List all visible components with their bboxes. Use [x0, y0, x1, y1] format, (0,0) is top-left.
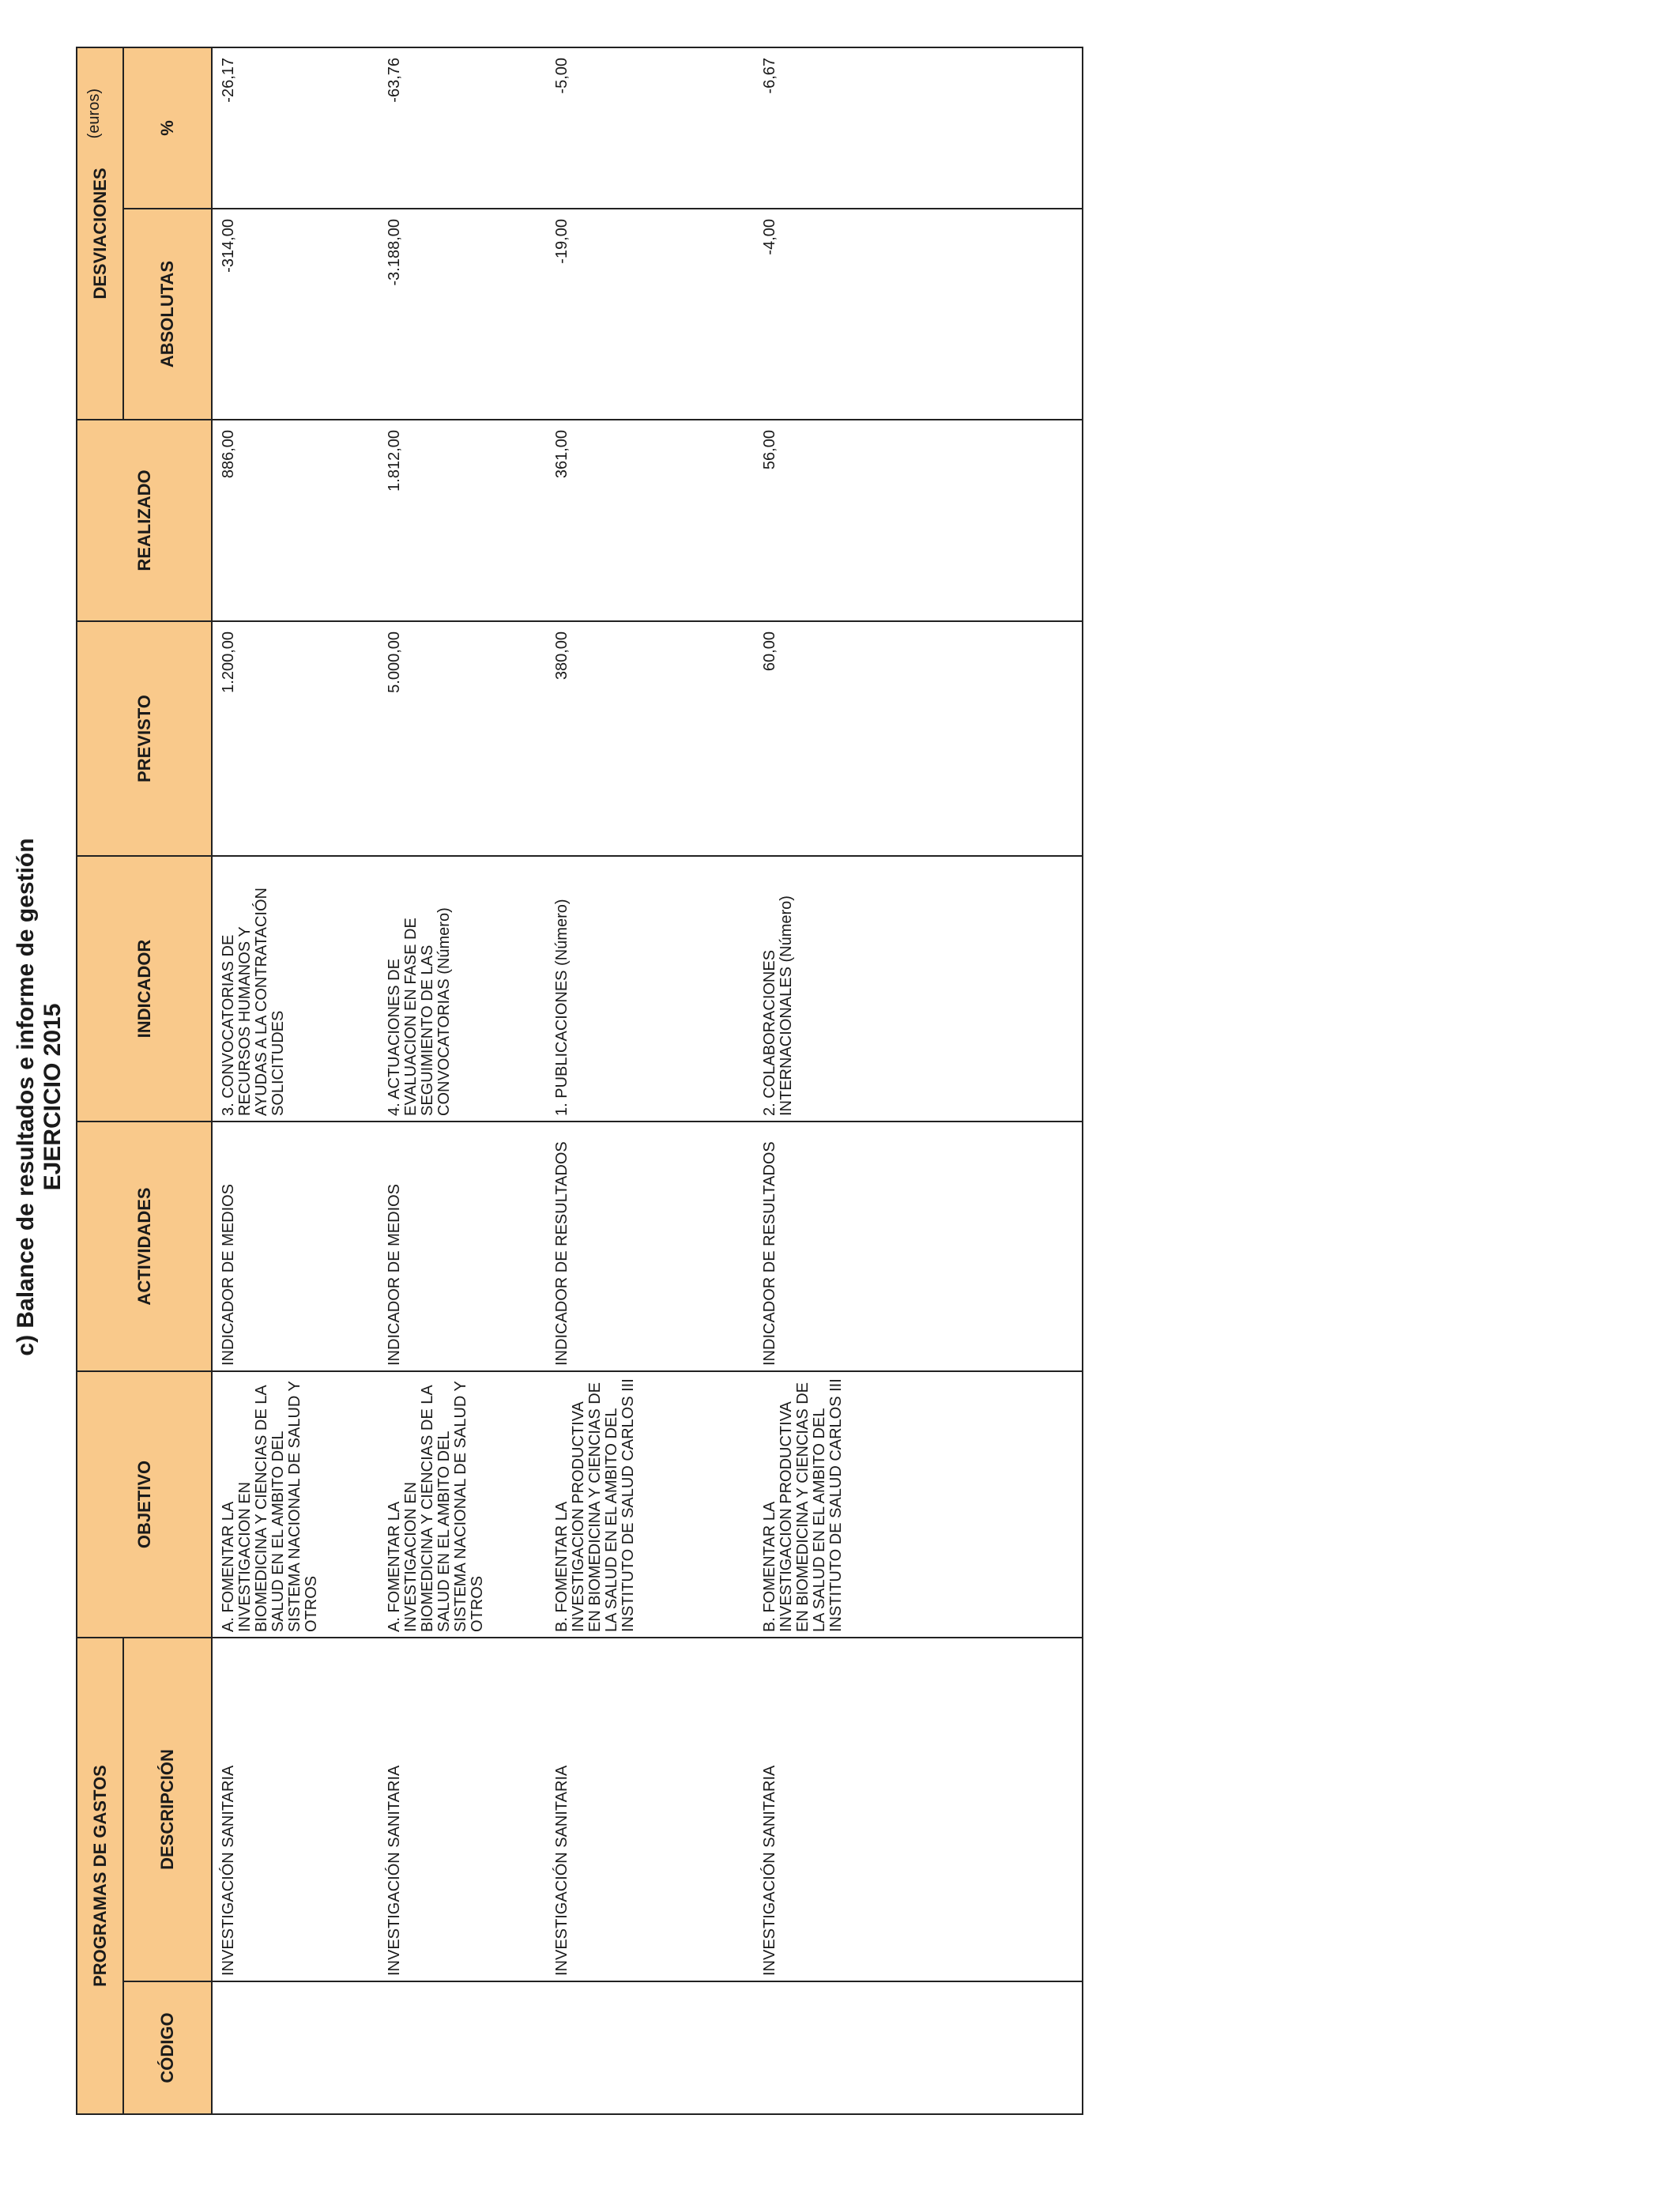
cell-codigo — [546, 1981, 754, 2114]
cell-absolutas: -314,00 — [212, 209, 379, 420]
cell-objetivo: A. FOMENTAR LA INVESTIGACION EN BIOMEDICINA Y CIENCIAS DE LA SALUD EN EL AMBITO DEL SISTEMA NACIONAL DE SALUD Y OTROS — [212, 1371, 379, 1638]
cell-objetivo: B. FOMENTAR LA INVESTIGACION PRODUCTIVA EN BIOMEDICINA Y CIENCIAS DE LA SALUD EN EL AMBITO DEL INSTITUTO DE SALUD CARLOS III — [546, 1371, 754, 1638]
cell-descripcion: INVESTIGACIÓN SANITARIA — [546, 1638, 754, 1981]
cell-realizado: 361,00 — [546, 420, 754, 621]
cell-codigo — [212, 1981, 379, 2114]
cell-porcentaje: -6,67 — [754, 47, 1083, 209]
header-porcentaje: % — [123, 47, 212, 209]
cell-realizado: 1.812,00 — [379, 420, 546, 621]
cell-absolutas: -19,00 — [546, 209, 754, 420]
cell-previsto: 1.200,00 — [212, 621, 379, 856]
header-absolutas: ABSOLUTAS — [123, 209, 212, 420]
cell-actividades: INDICADOR DE MEDIOS — [212, 1122, 379, 1371]
header-objetivo: OBJETIVO — [77, 1371, 212, 1638]
cell-objetivo: A. FOMENTAR LA INVESTIGACION EN BIOMEDICINA Y CIENCIAS DE LA SALUD EN EL AMBITO DEL SISTEMA NACIONAL DE SALUD Y OTROS — [379, 1371, 546, 1638]
cell-descripcion: INVESTIGACIÓN SANITARIA — [379, 1638, 546, 1981]
cell-realizado: 56,00 — [754, 420, 1083, 621]
cell-descripcion: INVESTIGACIÓN SANITARIA — [754, 1638, 1083, 1981]
cell-codigo — [754, 1981, 1083, 2114]
header-realizado: REALIZADO — [77, 420, 212, 621]
cell-absolutas: -4,00 — [754, 209, 1083, 420]
header-descripcion: DESCRIPCIÓN — [123, 1638, 212, 1981]
cell-absolutas: -3.188,00 — [379, 209, 546, 420]
cell-previsto: 5.000,00 — [379, 621, 546, 856]
cell-porcentaje: -26,17 — [212, 47, 379, 209]
cell-indicador: 3. CONVOCATORIAS DE RECURSOS HUMANOS Y AYUDAS A LA CONTRATACIÓN SOLICITUDES — [212, 856, 379, 1122]
header-indicador: INDICADOR — [77, 856, 212, 1122]
table-row — [754, 47, 1083, 2114]
header-desviaciones: DESVIACIONES — [77, 47, 123, 420]
cell-previsto: 60,00 — [754, 621, 1083, 856]
header-programas-de-gastos: PROGRAMAS DE GASTOS — [77, 1638, 123, 2114]
header-actividades: ACTIVIDADES — [77, 1122, 212, 1371]
cell-indicador: 1. PUBLICACIONES (Número) — [546, 856, 754, 1122]
table-row — [212, 47, 379, 2114]
table-row — [379, 47, 546, 2114]
cell-descripcion: INVESTIGACIÓN SANITARIA — [212, 1638, 379, 1981]
cell-objetivo: B. FOMENTAR LA INVESTIGACION PRODUCTIVA EN BIOMEDICINA Y CIENCIAS DE LA SALUD EN EL AMBITO DEL INSTITUTO DE SALUD CARLOS III — [754, 1371, 1083, 1638]
cell-actividades: INDICADOR DE MEDIOS — [379, 1122, 546, 1371]
table-row — [546, 47, 754, 2114]
cell-porcentaje: -5,00 — [546, 47, 754, 209]
cell-realizado: 886,00 — [212, 420, 379, 621]
cell-indicador: 2. COLABORACIONES INTERNACIONALES (Número) — [754, 856, 1083, 1122]
cell-codigo — [379, 1981, 546, 2114]
balance-table — [76, 47, 1083, 2115]
cell-porcentaje: -63,76 — [379, 47, 546, 209]
cell-indicador: 4. ACTUACIONES DE EVALUACION EN FASE DE SEGUIMIENTO DE LAS CONVOCATORIAS (Número) — [379, 856, 546, 1122]
cell-actividades: INDICADOR DE RESULTADOS — [546, 1122, 754, 1371]
header-codigo: CÓDIGO — [123, 1981, 212, 2114]
header-previsto: PREVISTO — [77, 621, 212, 856]
page-subtitle: EJERCICIO 2015 — [40, 1003, 66, 1191]
page-title: c) Balance de resultados e informe de gestión — [13, 838, 39, 1356]
cell-actividades: INDICADOR DE RESULTADOS — [754, 1122, 1083, 1371]
cell-previsto: 380,00 — [546, 621, 754, 856]
units-label: (euros) — [85, 89, 103, 139]
